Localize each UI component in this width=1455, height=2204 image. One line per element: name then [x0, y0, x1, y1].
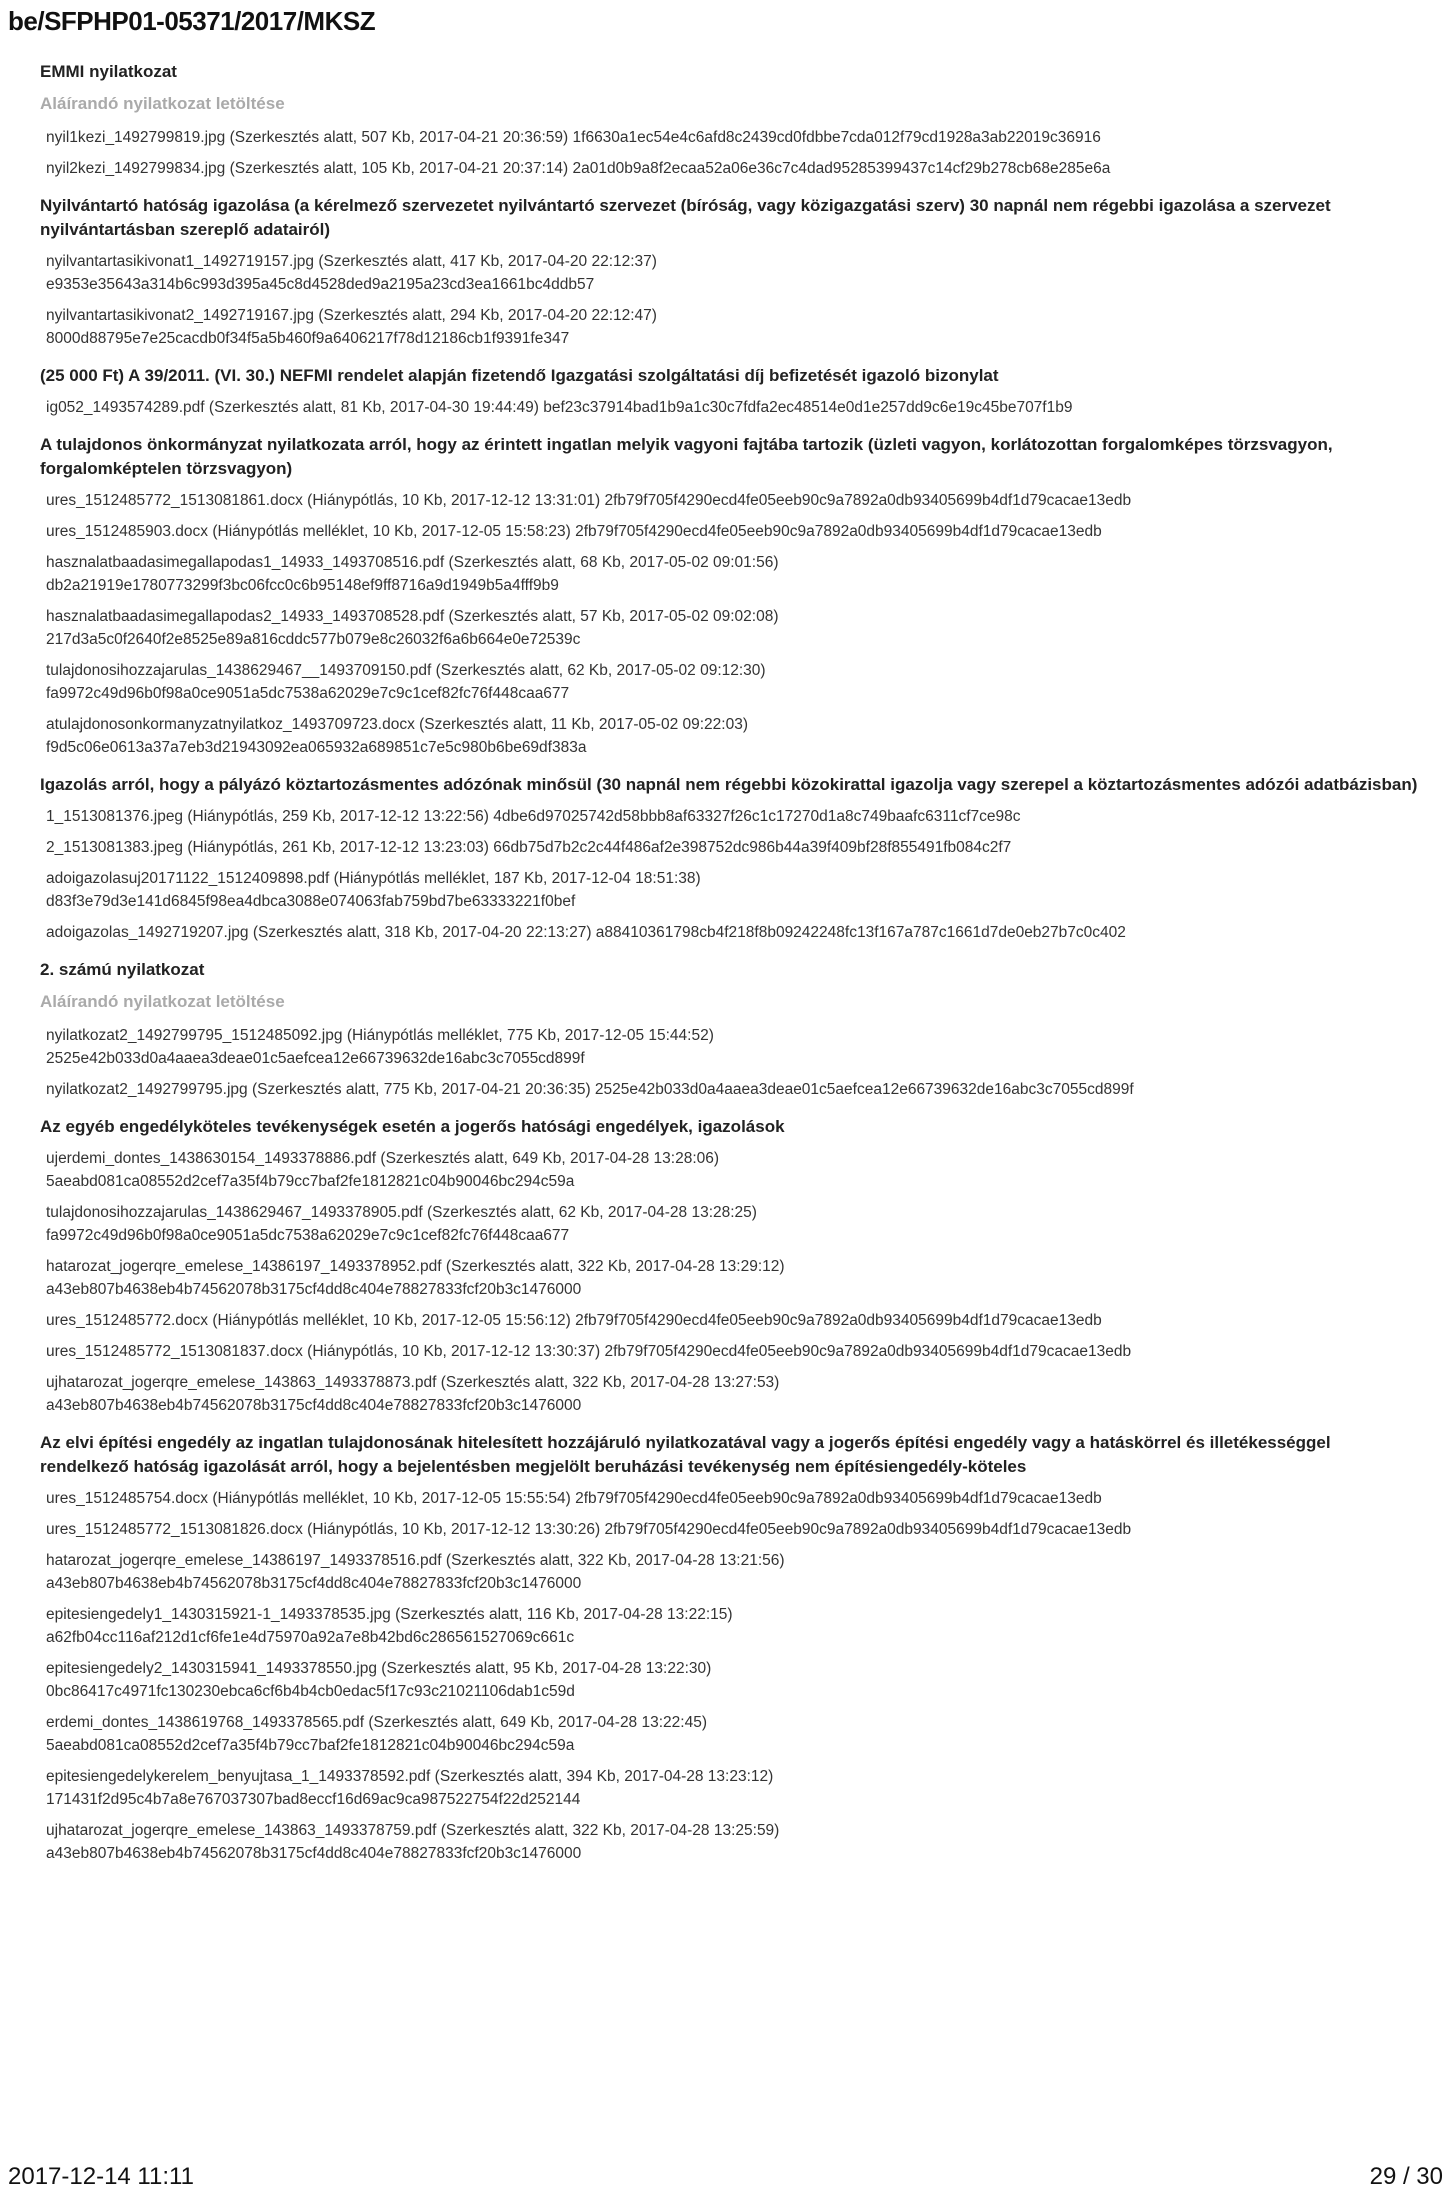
attachment-info: (Szerkesztés alatt, 294 Kb, 2017-04-20 22:12:47)	[318, 307, 657, 324]
attachment-filename[interactable]: hatarozat_jogerqre_emelese_14386197_1493378516.pdf	[46, 1552, 442, 1569]
download-declaration-link[interactable]: Aláírandó nyilatkozat letöltése	[40, 94, 285, 113]
attachment-hash: 171431f2d95c4b7a8e767037307bad8eccf16d69ac9ca987522754f22d252144	[46, 1791, 581, 1808]
attachment-info: (Szerkesztés alatt, 417 Kb, 2017-04-20 22:12:37)	[318, 253, 657, 270]
attachment-info: (Szerkesztés alatt, 105 Kb, 2017-04-21 20:37:14)	[229, 160, 569, 177]
attachment-hash: 5aeabd081ca08552d2cef7a35f4b79cc7baf2fe1812821c04b90046bc294c59a	[46, 1173, 575, 1190]
attachment-info: (Hiánypótlás melléklet, 187 Kb, 2017-12-04 18:51:38)	[333, 870, 701, 887]
attachment-filename[interactable]: tulajdonosihozzajarulas_1438629467__1493709150.pdf	[46, 662, 432, 679]
page-number: 29 / 30	[1369, 2163, 1443, 2190]
attachment-filename[interactable]: 1_1513081376.jpeg	[46, 808, 184, 825]
attachment-filename[interactable]: hasznalatbaadasimegallapodas1_14933_1493708516.pdf	[46, 554, 445, 571]
attachment-hash: a43eb807b4638eb4b74562078b3175cf4dd8c404e78827833fcf20b3c1476000	[46, 1281, 582, 1298]
section-title: A tulajdonos önkormányzat nyilatkozata arról, hogy az érintett ingatlan melyik vagyoni fajtába tartozik (üzleti vagyon, korlátozottan forgalomképes törzsvagyon, forgalomképtelen törzsvagyon)	[40, 435, 1333, 478]
attachment-filename[interactable]: ujerdemi_dontes_1438630154_1493378886.pdf	[46, 1150, 377, 1167]
attachment-filename[interactable]: ures_1512485772_1513081861.docx	[46, 492, 303, 509]
attachment-filename[interactable]: ujhatarozat_jogerqre_emelese_143863_1493378873.pdf	[46, 1374, 437, 1391]
attachment-filename[interactable]: hatarozat_jogerqre_emelese_14386197_1493378952.pdf	[46, 1258, 442, 1275]
attachment-item	[46, 713, 1420, 759]
attachment-item	[46, 1603, 1420, 1649]
attachment-hash: 2525e42b033d0a4aaea3deae01c5aefcea12e66739632de16abc3c7055cd899f	[594, 1081, 1134, 1098]
attachment-info: (Hiánypótlás, 261 Kb, 2017-12-12 13:23:03)	[187, 839, 489, 856]
attachment-info: (Szerkesztés alatt, 11 Kb, 2017-05-02 09:22:03)	[419, 716, 748, 733]
attachment-hash: 4dbe6d97025742d58bbb8af63327f26c1c17270d1a8c749baafc6311cf7ce98c	[493, 808, 1021, 825]
attachment-filename[interactable]: 2_1513081383.jpeg	[46, 839, 184, 856]
attachment-item	[46, 520, 1420, 543]
attachment-hash: 217d3a5c0f2640f2e8525e89a816cddc577b079e8c26032f6a6b664e0e72539c	[46, 631, 581, 648]
attachment-filename[interactable]: atulajdonosonkormanyzatnyilatkoz_1493709723.docx	[46, 716, 415, 733]
attachment-filename[interactable]: epitesiengedely2_1430315941_1493378550.jpg	[46, 1660, 377, 1677]
attachment-hash: f9d5c06e0613a37a7eb3d21943092ea065932a689851c7e5c980b6be69df383a	[46, 739, 587, 756]
attachment-info: (Szerkesztés alatt, 68 Kb, 2017-05-02 09:01:56)	[448, 554, 779, 571]
attachment-filename[interactable]: ures_1512485772_1513081826.docx	[46, 1521, 303, 1538]
attachment-info: (Szerkesztés alatt, 57 Kb, 2017-05-02 09:02:08)	[448, 608, 779, 625]
attachment-hash: a62fb04cc116af212d1cf6fe1e4d75970a92a7e8b42bd6c286561527069c661c	[46, 1629, 575, 1646]
attachment-info: (Hiánypótlás melléklet, 10 Kb, 2017-12-05 15:55:54)	[212, 1490, 571, 1507]
attachment-hash: 2fb79f705f4290ecd4fe05eeb90c9a7892a0db93405699b4df1d79cacae13edb	[604, 492, 1132, 509]
attachment-info: (Hiánypótlás, 10 Kb, 2017-12-12 13:30:26)	[307, 1521, 601, 1538]
section-title: Nyilvántartó hatóság igazolása (a kérelmező szervezetet nyilvántartó szervezet (bíróság, vagy közigazgatási szerv) 30 napnál nem régebbi igazolása a szervezet nyilvántartásban szereplő adatairól)	[40, 196, 1331, 239]
attachment-hash: 2fb79f705f4290ecd4fe05eeb90c9a7892a0db93405699b4df1d79cacae13edb	[575, 1312, 1102, 1329]
attachment-info: (Szerkesztés alatt, 62 Kb, 2017-05-02 09:12:30)	[435, 662, 766, 679]
attachment-item	[46, 250, 1420, 296]
attachment-hash: 1f6630a1ec54e4c6afd8c2439cd0fdbbe7cda012f79cd1928a3ab22019c36916	[572, 129, 1101, 146]
attachment-filename[interactable]: nyilvantartasikivonat1_1492719157.jpg	[46, 253, 315, 270]
attachment-filename[interactable]: nyil1kezi_1492799819.jpg	[46, 129, 226, 146]
attachment-filename[interactable]: adoigazolas_1492719207.jpg	[46, 924, 249, 941]
attachment-item	[46, 1078, 1420, 1101]
attachment-item	[46, 659, 1420, 705]
section-title: EMMI nyilatkozat	[40, 62, 177, 81]
section-title: Igazolás arról, hogy a pályázó köztartozásmentes adózónak minősül (30 napnál nem régebbi közokirattal igazolja vagy szerepel a köztartozásmentes adózói adatbázisban)	[40, 775, 1418, 794]
attachment-filename[interactable]: ures_1512485772_1513081837.docx	[46, 1343, 303, 1360]
attachment-item	[46, 1549, 1420, 1595]
attachment-filename[interactable]: nyilvantartasikivonat2_1492719167.jpg	[46, 307, 315, 324]
attachment-filename[interactable]: hasznalatbaadasimegallapodas2_14933_1493708528.pdf	[46, 608, 445, 625]
attachment-item	[46, 1255, 1420, 1301]
attachment-item	[46, 551, 1420, 597]
download-declaration-link[interactable]: Aláírandó nyilatkozat letöltése	[40, 992, 285, 1011]
attachment-info: (Szerkesztés alatt, 62 Kb, 2017-04-28 13:28:25)	[426, 1204, 757, 1221]
attachment-item	[46, 396, 1420, 419]
attachment-filename[interactable]: erdemi_dontes_1438619768_1493378565.pdf	[46, 1714, 365, 1731]
attachment-hash: 8000d88795e7e25cacdb0f34f5a5b460f9a6406217f78d12186cb1f9391fe347	[46, 330, 570, 347]
attachment-item	[46, 1765, 1420, 1811]
attachment-item	[46, 1147, 1420, 1193]
attachment-info: (Hiánypótlás melléklet, 10 Kb, 2017-12-05 15:58:23)	[212, 523, 571, 540]
attachment-info: (Hiánypótlás melléklet, 775 Kb, 2017-12-05 15:44:52)	[346, 1027, 714, 1044]
attachment-filename[interactable]: epitesiengedely1_1430315921-1_1493378535.jpg	[46, 1606, 391, 1623]
attachment-hash: bef23c37914bad1b9a1c30c7fdfa2ec48514e0d1e257dd9c6e19c45be707f1b9	[543, 399, 1073, 416]
attachment-info: (Szerkesztés alatt, 775 Kb, 2017-04-21 20:36:35)	[251, 1081, 591, 1098]
attachment-item	[46, 836, 1420, 859]
attachment-item	[46, 1024, 1420, 1070]
attachment-info: (Hiánypótlás, 10 Kb, 2017-12-12 13:31:01)	[307, 492, 601, 509]
attachment-item	[46, 1201, 1420, 1247]
attachment-info: (Szerkesztés alatt, 322 Kb, 2017-04-28 13:21:56)	[445, 1552, 785, 1569]
attachment-item	[46, 1711, 1420, 1757]
attachment-info: (Szerkesztés alatt, 318 Kb, 2017-04-20 22:13:27)	[252, 924, 592, 941]
attachment-filename[interactable]: nyil2kezi_1492799834.jpg	[46, 160, 226, 177]
attachment-item	[46, 157, 1420, 180]
attachment-filename[interactable]: ures_1512485903.docx	[46, 523, 209, 540]
attachment-info: (Szerkesztés alatt, 116 Kb, 2017-04-28 13:22:15)	[395, 1606, 733, 1623]
attachment-item	[46, 126, 1420, 149]
attachment-hash: a88410361798cb4f218f8b09242248fc13f167a787c1661d7de0eb27b7c0c402	[595, 924, 1126, 941]
attachment-hash: 2fb79f705f4290ecd4fe05eeb90c9a7892a0db93405699b4df1d79cacae13edb	[575, 1490, 1102, 1507]
attachment-info: (Hiánypótlás, 10 Kb, 2017-12-12 13:30:37)	[307, 1343, 601, 1360]
attachment-filename[interactable]: tulajdonosihozzajarulas_1438629467_1493378905.pdf	[46, 1204, 423, 1221]
attachment-info: (Szerkesztés alatt, 649 Kb, 2017-04-28 13:22:45)	[368, 1714, 707, 1731]
attachment-item	[46, 1487, 1420, 1510]
attachment-info: (Szerkesztés alatt, 394 Kb, 2017-04-28 13:23:12)	[434, 1768, 774, 1785]
attachment-info: (Szerkesztés alatt, 95 Kb, 2017-04-28 13:22:30)	[381, 1660, 712, 1677]
attachment-hash: 5aeabd081ca08552d2cef7a35f4b79cc7baf2fe1812821c04b90046bc294c59a	[46, 1737, 575, 1754]
attachment-hash: e9353e35643a314b6c993d395a45c8d4528ded9a2195a23cd3ea1661bc4ddb57	[46, 276, 595, 293]
attachment-hash: fa9972c49d96b0f98a0ce9051a5dc7538a62029e7c9c1cef82fc76f448caa677	[46, 1227, 570, 1244]
attachment-item	[46, 605, 1420, 651]
print-timestamp: 2017-12-14 11:11	[8, 2163, 194, 2190]
attachment-info: (Hiánypótlás melléklet, 10 Kb, 2017-12-05 15:56:12)	[212, 1312, 571, 1329]
attachment-item	[46, 304, 1420, 350]
attachment-item	[46, 1518, 1420, 1541]
attachment-hash: a43eb807b4638eb4b74562078b3175cf4dd8c404e78827833fcf20b3c1476000	[46, 1397, 582, 1414]
attachment-info: (Szerkesztés alatt, 649 Kb, 2017-04-28 13:28:06)	[380, 1150, 720, 1167]
document-id: be/SFPHP01-05371/2017/MKSZ	[8, 6, 376, 36]
section-title: (25 000 Ft) A 39/2011. (VI. 30.) NEFMI rendelet alapján fizetendő Igazgatási szolgáltatási díj befizetését igazoló bizonylat	[40, 366, 999, 385]
attachment-filename[interactable]: adoigazolasuj20171122_1512409898.pdf	[46, 870, 330, 887]
attachment-filename[interactable]: ig052_1493574289.pdf	[46, 399, 205, 416]
section-title: Az elvi építési engedély az ingatlan tulajdonosának hitelesített hozzájáruló nyilatkozatával vagy a jogerős építési engedély vagy a hatáskörrel és illetékességgel rendelkező hatóság igazolását arról, hogy a bejelentésben megjelölt beruházási tevékenység nem építésiengedély-köteles	[40, 1433, 1331, 1476]
attachment-item	[46, 489, 1420, 512]
attachment-info: (Szerkesztés alatt, 322 Kb, 2017-04-28 13:29:12)	[445, 1258, 785, 1275]
attachment-hash: 2fb79f705f4290ecd4fe05eeb90c9a7892a0db93405699b4df1d79cacae13edb	[575, 523, 1102, 540]
attachment-info: (Szerkesztés alatt, 322 Kb, 2017-04-28 13:27:53)	[440, 1374, 780, 1391]
attachment-filename[interactable]: ujhatarozat_jogerqre_emelese_143863_1493378759.pdf	[46, 1822, 437, 1839]
attachment-info: (Szerkesztés alatt, 507 Kb, 2017-04-21 20:36:59)	[229, 129, 569, 146]
attachment-item	[46, 1657, 1420, 1703]
attachment-hash: 2fb79f705f4290ecd4fe05eeb90c9a7892a0db93405699b4df1d79cacae13edb	[604, 1521, 1132, 1538]
attachment-item	[46, 1819, 1420, 1865]
section-title: Az egyéb engedélyköteles tevékenységek esetén a jogerős hatósági engedélyek, igazolások	[40, 1117, 785, 1136]
attachment-hash: a43eb807b4638eb4b74562078b3175cf4dd8c404e78827833fcf20b3c1476000	[46, 1575, 582, 1592]
attachment-info: (Szerkesztés alatt, 81 Kb, 2017-04-30 19:44:49)	[208, 399, 539, 416]
attachment-hash: 2525e42b033d0a4aaea3deae01c5aefcea12e66739632de16abc3c7055cd899f	[46, 1050, 585, 1067]
attachment-item	[46, 921, 1420, 944]
attachment-hash: 0bc86417c4971fc130230ebca6cf6b4b4cb0edac5f17c93c21021106dab1c59d	[46, 1683, 575, 1700]
attachment-item	[46, 1340, 1420, 1363]
attachment-filename[interactable]: nyilatkozat2_1492799795_1512485092.jpg	[46, 1027, 343, 1044]
attachment-filename[interactable]: nyilatkozat2_1492799795.jpg	[46, 1081, 248, 1098]
attachments-list	[40, 60, 1420, 1873]
attachment-item	[46, 1371, 1420, 1417]
attachment-item	[46, 867, 1420, 913]
attachment-item	[46, 805, 1420, 828]
attachment-filename[interactable]: epitesiengedelykerelem_benyujtasa_1_1493378592.pdf	[46, 1768, 431, 1785]
attachment-item	[46, 1309, 1420, 1332]
attachment-hash: fa9972c49d96b0f98a0ce9051a5dc7538a62029e7c9c1cef82fc76f448caa677	[46, 685, 570, 702]
attachment-hash: d83f3e79d3e141d6845f98ea4dbca3088e074063fab759bd7be63333221f0bef	[46, 893, 576, 910]
attachment-filename[interactable]: ures_1512485754.docx	[46, 1490, 209, 1507]
attachment-info: (Szerkesztés alatt, 322 Kb, 2017-04-28 13:25:59)	[440, 1822, 780, 1839]
attachment-hash: a43eb807b4638eb4b74562078b3175cf4dd8c404e78827833fcf20b3c1476000	[46, 1845, 582, 1862]
attachment-hash: 66db75d7b2c2c44f486af2e398752dc986b44a39f409bf28f855491fb084c2f7	[493, 839, 1012, 856]
attachment-info: (Hiánypótlás, 259 Kb, 2017-12-12 13:22:56)	[187, 808, 489, 825]
attachment-hash: 2fb79f705f4290ecd4fe05eeb90c9a7892a0db93405699b4df1d79cacae13edb	[604, 1343, 1132, 1360]
attachment-filename[interactable]: ures_1512485772.docx	[46, 1312, 209, 1329]
section-title: 2. számú nyilatkozat	[40, 960, 205, 979]
attachment-hash: 2a01d0b9a8f2ecaa52a06e36c7c4dad95285399437c14cf29b278cb68e285e6a	[572, 160, 1111, 177]
attachment-hash: db2a21919e1780773299f3bc06fcc0c6b95148ef9ff8716a9d1949b5a4fff9b9	[46, 577, 559, 594]
